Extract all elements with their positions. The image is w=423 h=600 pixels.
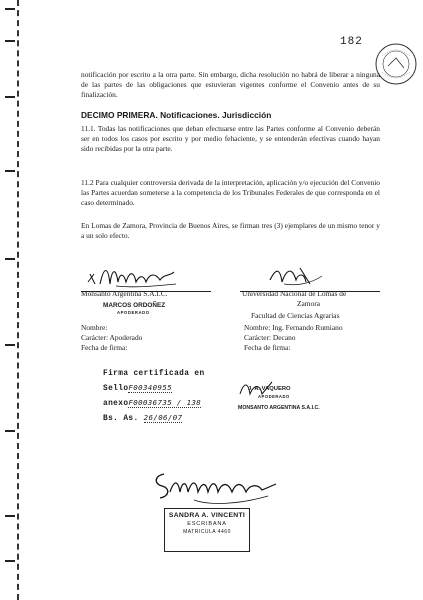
- notary-registry: MATRICULA 4460: [183, 529, 231, 535]
- binding-margin: [1, 0, 19, 600]
- vaquero-stamp-org: MONSANTO ARGENTINA S.A.I.C.: [238, 405, 320, 411]
- anexo-value: F00036735 / 138: [128, 398, 202, 407]
- clause-heading: DECIMO PRIMERA. Notificaciones. Jurisdicción: [81, 110, 272, 120]
- place-label: Bs. As.: [103, 415, 139, 423]
- certification-stamp: [103, 367, 223, 426]
- right-signatory-org-line2: Zamora: [297, 299, 320, 308]
- notary-name: SANDRA A. VINCENTI: [168, 512, 246, 519]
- vaquero-stamp-role: APODERADO: [258, 394, 290, 399]
- paragraph-11-2: 11.2 Para cualquier controversia derivada de la interpretación, aplicación y/o ejecución del Convenio las Partes acuerdan someterse a la competencia de los Tribunales Federales de que corresponda en el caso determinado.: [81, 178, 380, 207]
- paragraph-closing: En Lomas de Zamora, Provincia de Buenos Aires, se firman tres (3) ejemplares de un mismo tenor y a un solo efecto.: [81, 221, 380, 240]
- left-nombre-label: Nombre:: [81, 323, 108, 332]
- signature-left: [86, 262, 181, 290]
- right-caracter: Carácter: Decano: [244, 333, 296, 342]
- left-caracter: Carácter: Apoderado: [81, 333, 143, 342]
- certification-anexo-row: [103, 396, 223, 411]
- notary-stamp: [164, 508, 250, 552]
- vaquero-stamp-name: J. A. VAQUERO: [248, 386, 291, 392]
- right-signatory-faculty: Facultad de Ciencias Agrarias: [251, 311, 340, 320]
- date-value: 26/06/07: [143, 413, 183, 422]
- paragraph-11-1: 11.1. Todas las notificaciones que deban efectuarse entre las Partes conforme al Convenio deberán ser en todos los casos por escrito y por medio fehaciente, y se entenderán efectivas cuando hayan sido recibidas por la otra parte.: [81, 124, 380, 153]
- certification-title: Firma certificada en: [103, 370, 205, 378]
- right-fecha-label: Fecha de firma:: [244, 343, 291, 352]
- left-stamp-name: MARCOS ORDOÑEZ: [103, 302, 166, 309]
- notary-title: ESCRIBANA: [187, 521, 227, 527]
- left-stamp-role: APODERADO: [117, 310, 150, 315]
- sello-value: F00340955: [128, 383, 173, 392]
- certification-sello-row: [103, 381, 223, 396]
- folio-seal-icon: [374, 42, 418, 86]
- certification-date-row: [103, 411, 223, 426]
- right-signatory-org-line1: Universidad Nacional de Lomas de: [242, 289, 347, 298]
- left-fecha-label: Fecha de firma:: [81, 343, 128, 352]
- right-nombre: Nombre: Ing. Fernando Rumiano: [244, 323, 343, 332]
- signature-right: [266, 262, 326, 288]
- page-number: 182: [340, 36, 363, 48]
- paragraph-continuation: notificación por escrito a la otra parte. Sin embargo, dicha resolución no habrá de liberar a ninguna de las partes de las obligaciones que estuvieran vigentes conforme el Convenio antes de su finalización.: [81, 70, 380, 99]
- left-signatory-org: Monsanto Argentina S.A.I.C.: [81, 289, 168, 298]
- signature-notary: [150, 470, 285, 512]
- sello-label: Sello: [103, 385, 129, 393]
- anexo-label: anexo: [103, 400, 129, 408]
